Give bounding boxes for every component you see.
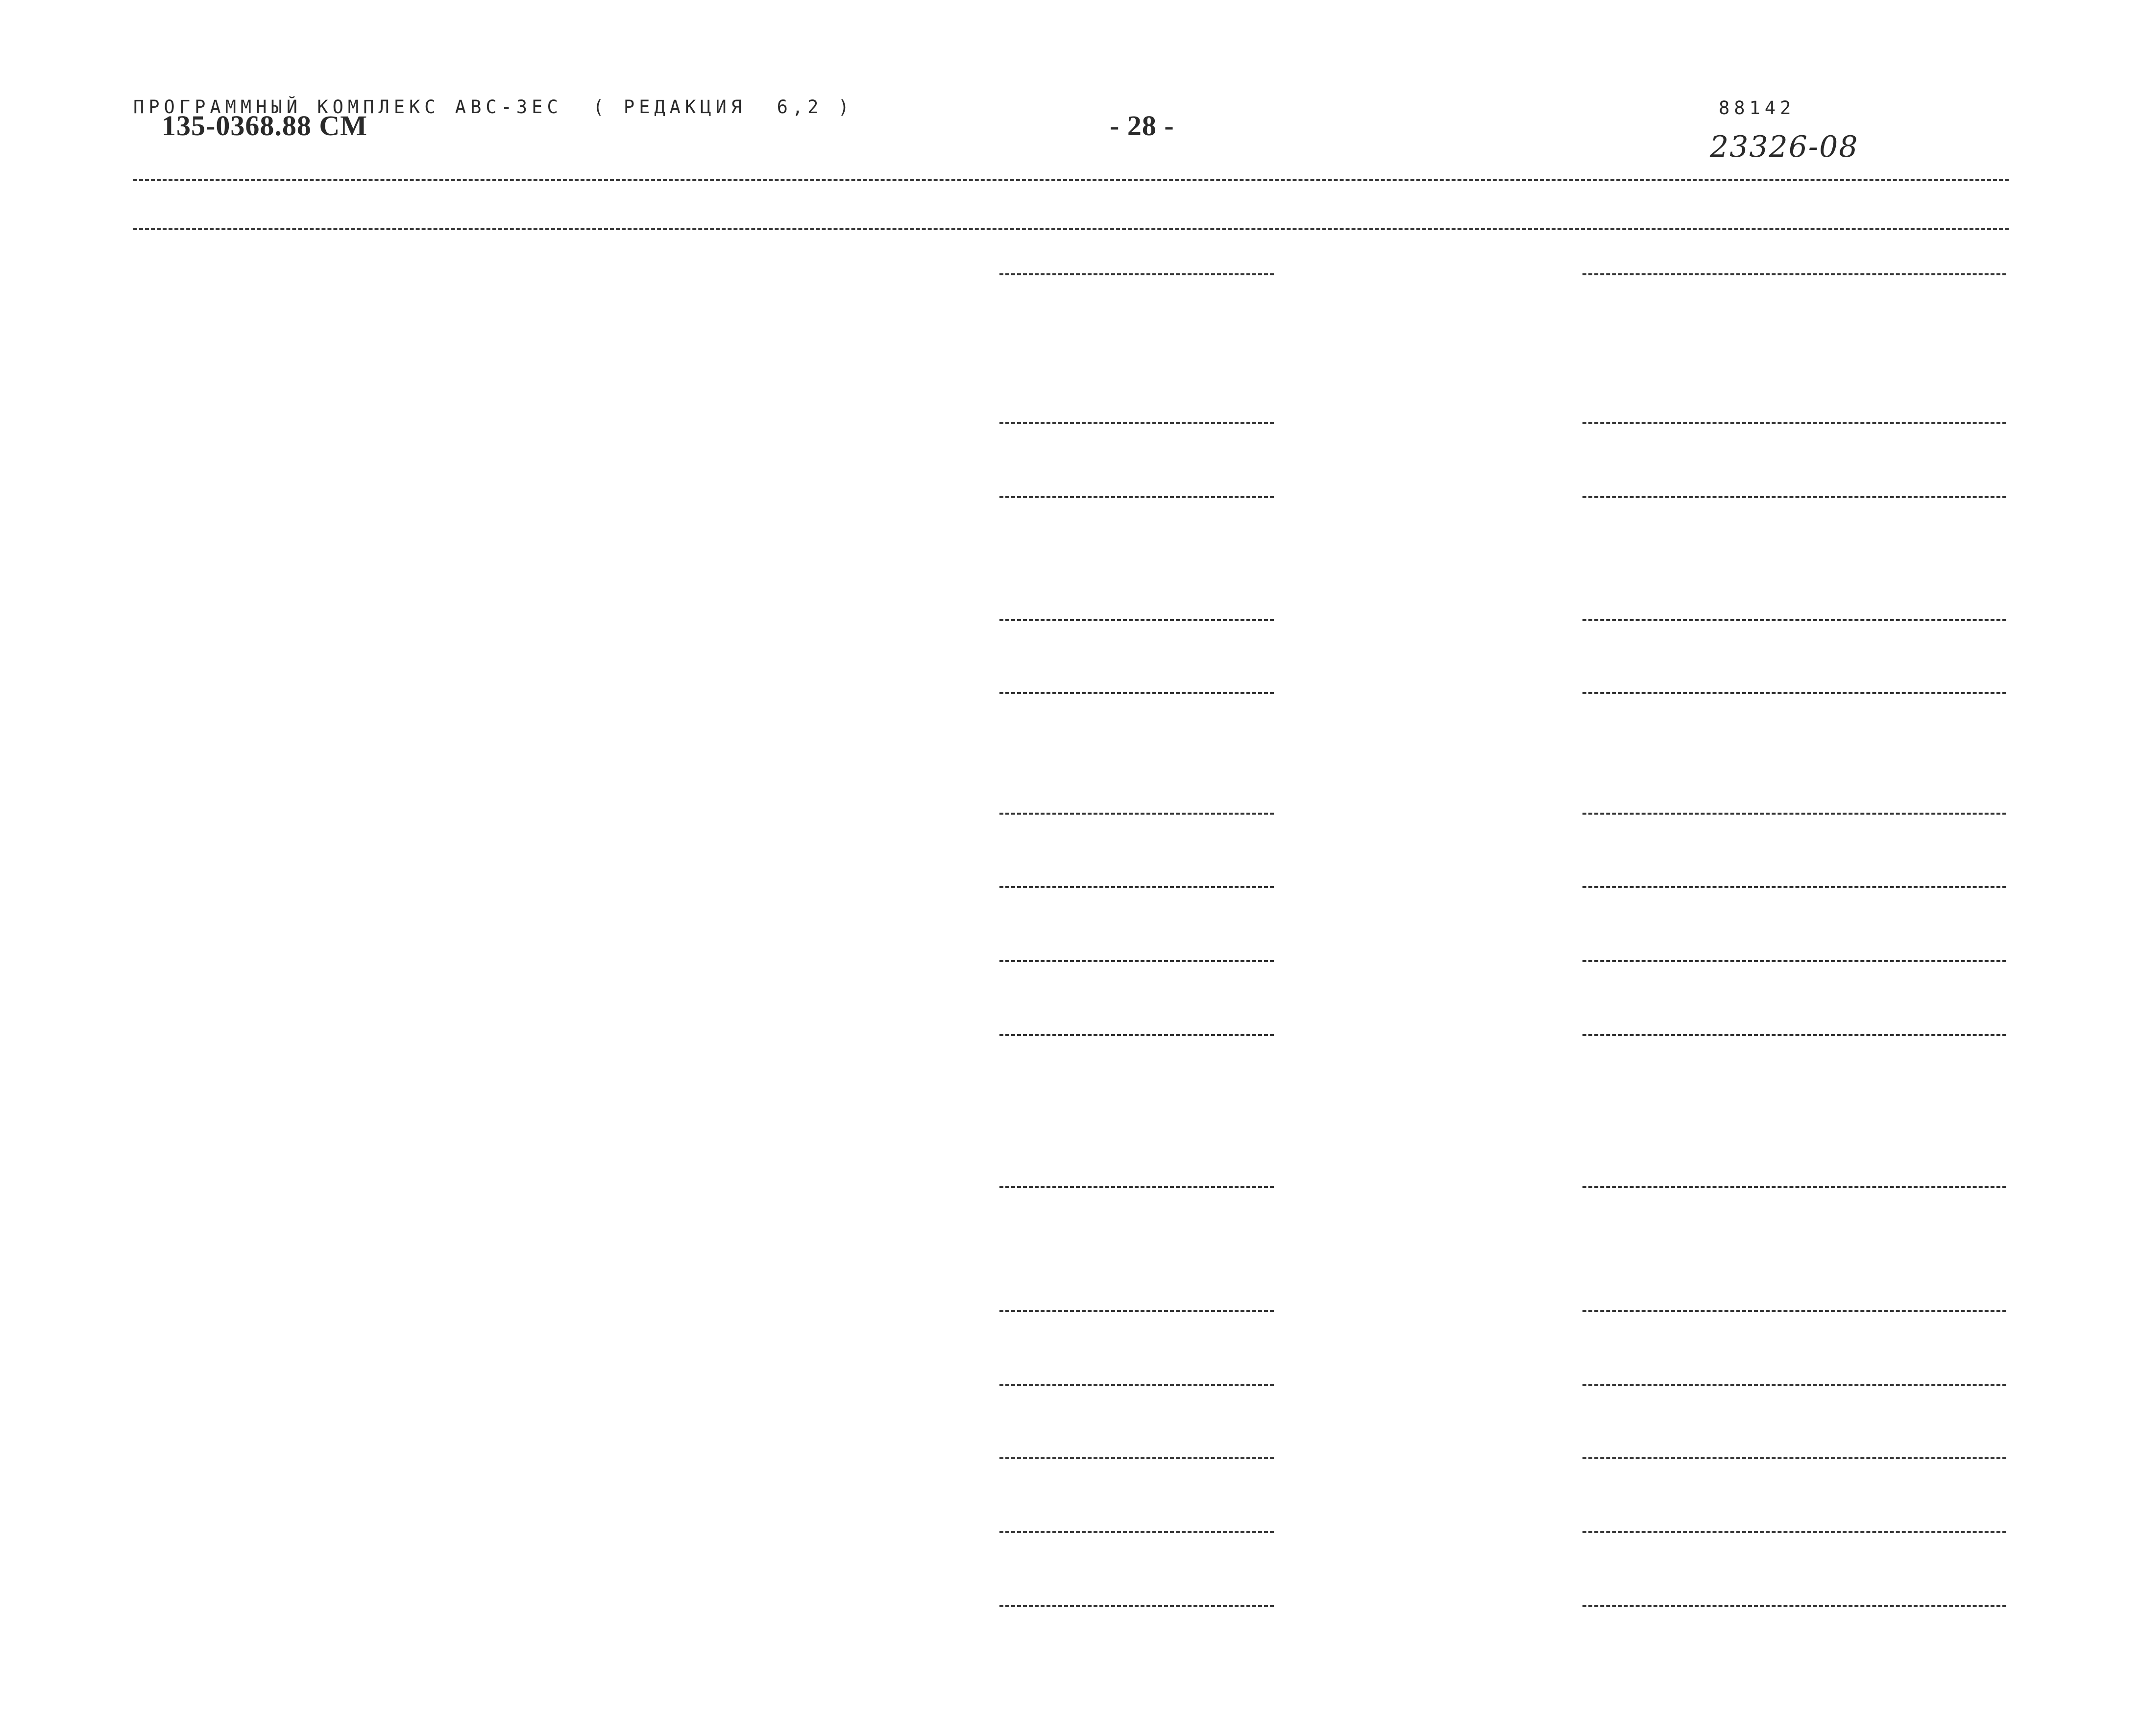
cell-divider-9-11 (1582, 1457, 2006, 1459)
document-code: 135-0368.88 СМ (162, 110, 367, 142)
cell-divider-5-6 (999, 422, 1274, 424)
cell-divider-5-6 (999, 960, 1274, 962)
cell-divider-9-11 (1582, 422, 2006, 424)
cell-divider-9-11 (1582, 1605, 2006, 1607)
cell-divider-9-11 (1582, 692, 2006, 694)
cell-divider-5-6 (999, 1310, 1274, 1312)
cell-divider-5-6 (999, 886, 1274, 888)
cell-divider-9-11 (1582, 960, 2006, 962)
cell-divider-5-6 (999, 1034, 1274, 1036)
header-rule-bottom (133, 228, 2009, 230)
page-number: - 28 - (1110, 110, 1174, 142)
cell-divider-9-11 (1582, 1531, 2006, 1533)
program-header: ПРОГРАММНЫЙ КОМПЛЕКС АВС-3ЕС ( РЕДАКЦИЯ 6,2 ) (133, 96, 853, 118)
cell-divider-5-6 (999, 1531, 1274, 1533)
cell-divider-9-11 (1582, 1186, 2006, 1188)
cell-divider-5-6 (999, 813, 1274, 815)
cell-divider-9-11 (1582, 1034, 2006, 1036)
cell-divider-5-6 (999, 1457, 1274, 1459)
cell-divider-5-6 (999, 273, 1274, 275)
cell-divider-9-11 (1582, 813, 2006, 815)
cell-divider-9-11 (1582, 496, 2006, 498)
header-rule-top (133, 179, 2009, 181)
cell-divider-9-11 (1582, 1384, 2006, 1386)
cell-divider-5-6 (999, 496, 1274, 498)
cell-divider-5-6 (999, 692, 1274, 694)
handwritten-number: 23326-08 (1710, 130, 1859, 164)
code-88142: 88142 (1719, 97, 1796, 119)
cell-divider-9-11 (1582, 619, 2006, 621)
cell-divider-9-11 (1582, 1310, 2006, 1312)
cell-divider-9-11 (1582, 886, 2006, 888)
cell-divider-5-6 (999, 1384, 1274, 1386)
cell-divider-5-6 (999, 619, 1274, 621)
cell-divider-9-11 (1582, 273, 2006, 275)
cell-divider-5-6 (999, 1605, 1274, 1607)
cell-divider-5-6 (999, 1186, 1274, 1188)
